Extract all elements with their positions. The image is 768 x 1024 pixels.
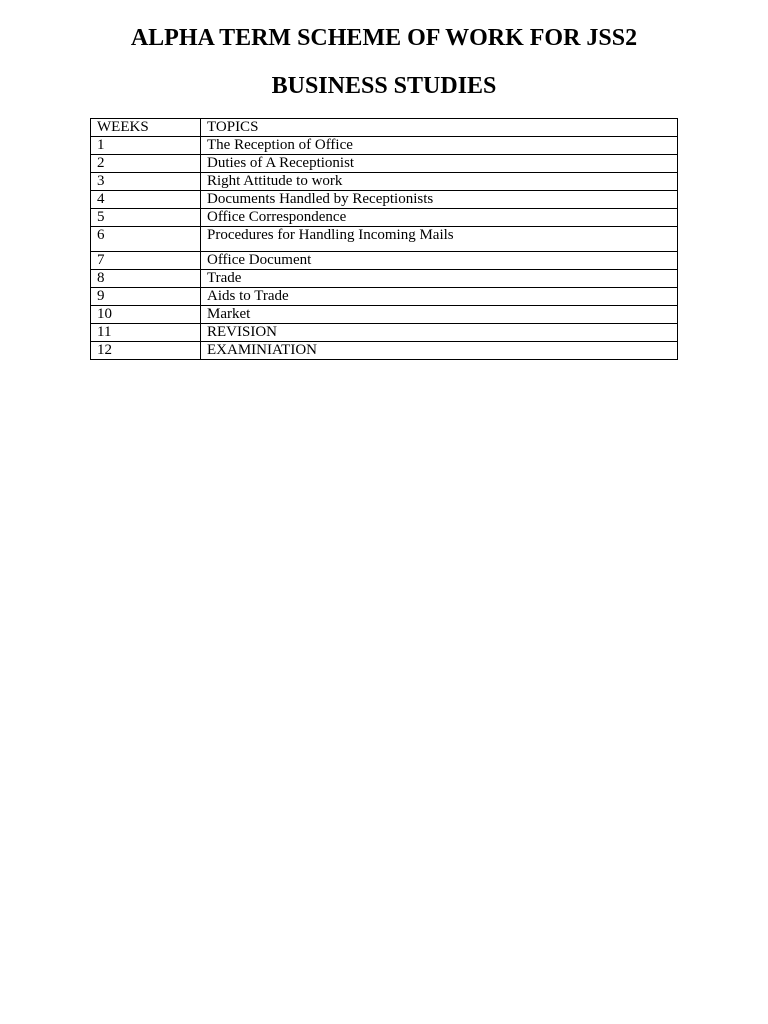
- table-row: [91, 155, 678, 173]
- topic-cell: Market: [201, 306, 678, 324]
- week-cell: 2: [91, 155, 201, 173]
- table-row: [91, 209, 678, 227]
- table-row: [91, 137, 678, 155]
- table-row: [91, 306, 678, 324]
- topic-cell: The Reception of Office: [201, 137, 678, 155]
- table-row: [91, 342, 678, 360]
- table-row: [91, 252, 678, 270]
- table-row: [91, 270, 678, 288]
- topic-cell: Aids to Trade: [201, 288, 678, 306]
- week-cell: 1: [91, 137, 201, 155]
- table-row: [91, 324, 678, 342]
- document-subtitle: BUSINESS STUDIES: [271, 73, 497, 99]
- table-row: [91, 227, 678, 252]
- document-title: ALPHA TERM SCHEME OF WORK FOR JSS2: [130, 25, 638, 51]
- week-cell: 11: [91, 324, 201, 342]
- week-cell: 4: [91, 191, 201, 209]
- topic-cell: EXAMINIATION: [201, 342, 678, 360]
- topic-cell: Trade: [201, 270, 678, 288]
- header-topics: TOPICS: [201, 119, 678, 137]
- week-cell: 5: [91, 209, 201, 227]
- table-header-row: [91, 119, 678, 137]
- header-weeks: WEEKS: [91, 119, 201, 137]
- topic-cell: Duties of A Receptionist: [201, 155, 678, 173]
- week-cell: 3: [91, 173, 201, 191]
- topic-cell: REVISION: [201, 324, 678, 342]
- scheme-table: [90, 118, 678, 360]
- week-cell: 12: [91, 342, 201, 360]
- topic-cell: Documents Handled by Receptionists: [201, 191, 678, 209]
- week-cell: 6: [91, 227, 201, 252]
- table-row: [91, 173, 678, 191]
- topic-cell: Office Document: [201, 252, 678, 270]
- topic-cell: Procedures for Handling Incoming Mails: [201, 227, 678, 252]
- week-cell: 9: [91, 288, 201, 306]
- topic-cell: Office Correspondence: [201, 209, 678, 227]
- week-cell: 10: [91, 306, 201, 324]
- topic-cell: Right Attitude to work: [201, 173, 678, 191]
- table-row: [91, 191, 678, 209]
- table-row: [91, 288, 678, 306]
- week-cell: 7: [91, 252, 201, 270]
- week-cell: 8: [91, 270, 201, 288]
